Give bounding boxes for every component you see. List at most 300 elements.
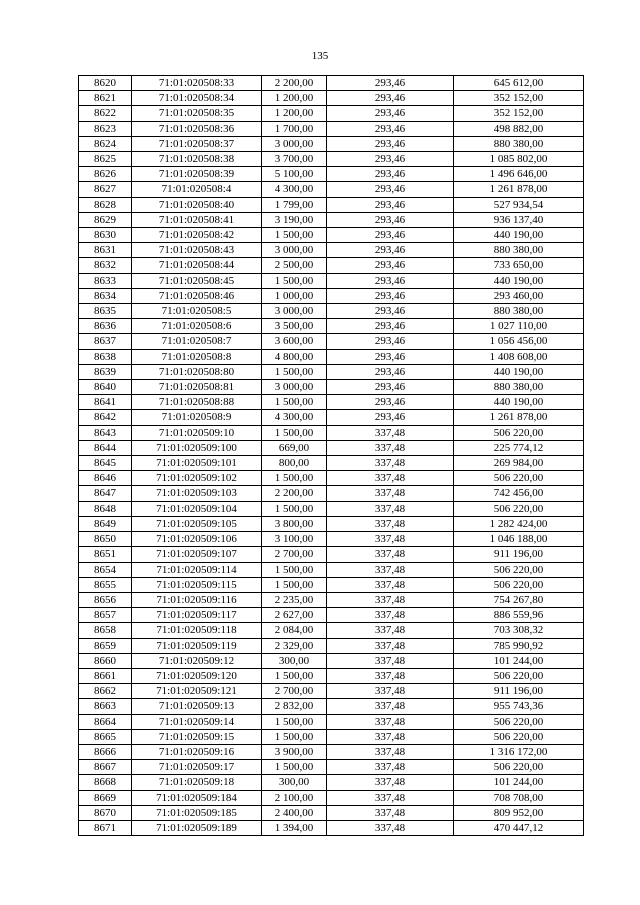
- table-row: [79, 562, 584, 577]
- cadastral-number-cell: 71:01:020508:39: [132, 167, 262, 182]
- table-row: [79, 638, 584, 653]
- total-value-cell: 506 220,00: [454, 471, 584, 486]
- cadastral-number-cell: 71:01:020509:102: [132, 471, 262, 486]
- cadastral-number-cell: 71:01:020509:185: [132, 805, 262, 820]
- cadastral-number-cell: 71:01:020508:4: [132, 182, 262, 197]
- area-cell: 3 190,00: [262, 212, 327, 227]
- cadastral-number-cell: 71:01:020509:104: [132, 501, 262, 516]
- total-value-cell: 733 650,00: [454, 258, 584, 273]
- area-cell: 4 300,00: [262, 410, 327, 425]
- cadastral-number-cell: 71:01:020509:14: [132, 714, 262, 729]
- unit-price-cell: 337,48: [327, 562, 454, 577]
- table-row: [79, 273, 584, 288]
- total-value-cell: 352 152,00: [454, 106, 584, 121]
- row-number-cell: 8665: [79, 729, 132, 744]
- unit-price-cell: 293,46: [327, 182, 454, 197]
- unit-price-cell: 293,46: [327, 243, 454, 258]
- total-value-cell: 506 220,00: [454, 714, 584, 729]
- table-row: [79, 258, 584, 273]
- table-row: [79, 516, 584, 531]
- row-number-cell: 8626: [79, 167, 132, 182]
- total-value-cell: 880 380,00: [454, 304, 584, 319]
- total-value-cell: 440 190,00: [454, 395, 584, 410]
- area-cell: 1 500,00: [262, 562, 327, 577]
- row-number-cell: 8671: [79, 820, 132, 835]
- area-cell: 3 100,00: [262, 532, 327, 547]
- unit-price-cell: 337,48: [327, 592, 454, 607]
- row-number-cell: 8630: [79, 228, 132, 243]
- unit-price-cell: 293,46: [327, 212, 454, 227]
- row-number-cell: 8628: [79, 197, 132, 212]
- cadastral-number-cell: 71:01:020508:38: [132, 152, 262, 167]
- total-value-cell: 506 220,00: [454, 425, 584, 440]
- total-value-cell: 1 261 878,00: [454, 410, 584, 425]
- cadastral-number-cell: 71:01:020508:41: [132, 212, 262, 227]
- total-value-cell: 1 408 608,00: [454, 349, 584, 364]
- total-value-cell: 955 743,36: [454, 699, 584, 714]
- table-row: [79, 425, 584, 440]
- total-value-cell: 880 380,00: [454, 380, 584, 395]
- total-value-cell: 506 220,00: [454, 562, 584, 577]
- row-number-cell: 8647: [79, 486, 132, 501]
- row-number-cell: 8666: [79, 744, 132, 759]
- unit-price-cell: 337,48: [327, 729, 454, 744]
- row-number-cell: 8624: [79, 136, 132, 151]
- row-number-cell: 8661: [79, 668, 132, 683]
- area-cell: 2 200,00: [262, 486, 327, 501]
- unit-price-cell: 337,48: [327, 714, 454, 729]
- row-number-cell: 8654: [79, 562, 132, 577]
- total-value-cell: 101 244,00: [454, 653, 584, 668]
- area-cell: 3 600,00: [262, 334, 327, 349]
- cadastral-number-cell: 71:01:020508:35: [132, 106, 262, 121]
- cadastral-number-cell: 71:01:020509:10: [132, 425, 262, 440]
- unit-price-cell: 337,48: [327, 440, 454, 455]
- row-number-cell: 8643: [79, 425, 132, 440]
- unit-price-cell: 337,48: [327, 668, 454, 683]
- cadastral-number-cell: 71:01:020509:13: [132, 699, 262, 714]
- table-row: [79, 760, 584, 775]
- table-row: [79, 608, 584, 623]
- row-number-cell: 8629: [79, 212, 132, 227]
- cadastral-number-cell: 71:01:020508:42: [132, 228, 262, 243]
- table-row: [79, 577, 584, 592]
- area-cell: 5 100,00: [262, 167, 327, 182]
- row-number-cell: 8669: [79, 790, 132, 805]
- unit-price-cell: 337,48: [327, 471, 454, 486]
- unit-price-cell: 337,48: [327, 805, 454, 820]
- total-value-cell: 1 496 646,00: [454, 167, 584, 182]
- unit-price-cell: 293,46: [327, 380, 454, 395]
- table-row: [79, 805, 584, 820]
- cadastral-number-cell: 71:01:020509:100: [132, 440, 262, 455]
- table-row: [79, 395, 584, 410]
- area-cell: 1 500,00: [262, 228, 327, 243]
- table-row: [79, 334, 584, 349]
- unit-price-cell: 337,48: [327, 516, 454, 531]
- area-cell: 300,00: [262, 653, 327, 668]
- area-cell: 1 500,00: [262, 714, 327, 729]
- unit-price-cell: 293,46: [327, 319, 454, 334]
- table-row: [79, 349, 584, 364]
- cadastral-number-cell: 71:01:020508:81: [132, 380, 262, 395]
- unit-price-cell: 293,46: [327, 395, 454, 410]
- row-number-cell: 8650: [79, 532, 132, 547]
- cadastral-number-cell: 71:01:020509:103: [132, 486, 262, 501]
- area-cell: 2 100,00: [262, 790, 327, 805]
- unit-price-cell: 337,48: [327, 638, 454, 653]
- row-number-cell: 8663: [79, 699, 132, 714]
- row-number-cell: 8623: [79, 121, 132, 136]
- table-row: [79, 456, 584, 471]
- area-cell: 1 700,00: [262, 121, 327, 136]
- table-row: [79, 486, 584, 501]
- area-cell: 1 500,00: [262, 471, 327, 486]
- total-value-cell: 352 152,00: [454, 91, 584, 106]
- area-cell: 2 235,00: [262, 592, 327, 607]
- cadastral-number-cell: 71:01:020508:37: [132, 136, 262, 151]
- cadastral-number-cell: 71:01:020509:105: [132, 516, 262, 531]
- area-cell: 1 500,00: [262, 364, 327, 379]
- table-row: [79, 380, 584, 395]
- row-number-cell: 8668: [79, 775, 132, 790]
- unit-price-cell: 293,46: [327, 228, 454, 243]
- total-value-cell: 506 220,00: [454, 760, 584, 775]
- area-cell: 2 500,00: [262, 258, 327, 273]
- table-row: [79, 501, 584, 516]
- unit-price-cell: 337,48: [327, 699, 454, 714]
- cadastral-number-cell: 71:01:020508:5: [132, 304, 262, 319]
- area-cell: 1 000,00: [262, 288, 327, 303]
- area-cell: 3 900,00: [262, 744, 327, 759]
- unit-price-cell: 293,46: [327, 136, 454, 151]
- area-cell: 4 800,00: [262, 349, 327, 364]
- area-cell: 1 500,00: [262, 395, 327, 410]
- unit-price-cell: 337,48: [327, 456, 454, 471]
- area-cell: 669,00: [262, 440, 327, 455]
- table-row: [79, 364, 584, 379]
- total-value-cell: 506 220,00: [454, 729, 584, 744]
- unit-price-cell: 293,46: [327, 364, 454, 379]
- table-row: [79, 684, 584, 699]
- row-number-cell: 8659: [79, 638, 132, 653]
- row-number-cell: 8634: [79, 288, 132, 303]
- table-row: [79, 319, 584, 334]
- cadastral-number-cell: 71:01:020509:115: [132, 577, 262, 592]
- unit-price-cell: 293,46: [327, 273, 454, 288]
- cadastral-number-cell: 71:01:020508:46: [132, 288, 262, 303]
- unit-price-cell: 293,46: [327, 106, 454, 121]
- total-value-cell: 101 244,00: [454, 775, 584, 790]
- unit-price-cell: 337,48: [327, 486, 454, 501]
- total-value-cell: 498 882,00: [454, 121, 584, 136]
- unit-price-cell: 337,48: [327, 547, 454, 562]
- row-number-cell: 8620: [79, 76, 132, 91]
- total-value-cell: 293 460,00: [454, 288, 584, 303]
- total-value-cell: 470 447,12: [454, 820, 584, 835]
- table-row: [79, 668, 584, 683]
- total-value-cell: 809 952,00: [454, 805, 584, 820]
- row-number-cell: 8648: [79, 501, 132, 516]
- table-row: [79, 121, 584, 136]
- unit-price-cell: 293,46: [327, 410, 454, 425]
- row-number-cell: 8638: [79, 349, 132, 364]
- total-value-cell: 527 934,54: [454, 197, 584, 212]
- total-value-cell: 440 190,00: [454, 364, 584, 379]
- unit-price-cell: 337,48: [327, 608, 454, 623]
- table-row: [79, 243, 584, 258]
- total-value-cell: 440 190,00: [454, 273, 584, 288]
- area-cell: 2 700,00: [262, 547, 327, 562]
- total-value-cell: 936 137,40: [454, 212, 584, 227]
- area-cell: 1 500,00: [262, 501, 327, 516]
- total-value-cell: 440 190,00: [454, 228, 584, 243]
- row-number-cell: 8622: [79, 106, 132, 121]
- area-cell: 3 500,00: [262, 319, 327, 334]
- cadastral-number-cell: 71:01:020509:17: [132, 760, 262, 775]
- row-number-cell: 8667: [79, 760, 132, 775]
- total-value-cell: 269 984,00: [454, 456, 584, 471]
- table-row: [79, 729, 584, 744]
- unit-price-cell: 293,46: [327, 258, 454, 273]
- unit-price-cell: 293,46: [327, 334, 454, 349]
- table-row: [79, 623, 584, 638]
- unit-price-cell: 337,48: [327, 744, 454, 759]
- area-cell: 1 500,00: [262, 273, 327, 288]
- row-number-cell: 8658: [79, 623, 132, 638]
- total-value-cell: 911 196,00: [454, 684, 584, 699]
- total-value-cell: 708 708,00: [454, 790, 584, 805]
- unit-price-cell: 293,46: [327, 91, 454, 106]
- row-number-cell: 8651: [79, 547, 132, 562]
- table-row: [79, 167, 584, 182]
- unit-price-cell: 337,48: [327, 790, 454, 805]
- unit-price-cell: 337,48: [327, 577, 454, 592]
- table-row: [79, 410, 584, 425]
- table-row: [79, 775, 584, 790]
- unit-price-cell: 293,46: [327, 197, 454, 212]
- cadastral-number-cell: 71:01:020509:118: [132, 623, 262, 638]
- row-number-cell: 8633: [79, 273, 132, 288]
- total-value-cell: 645 612,00: [454, 76, 584, 91]
- area-cell: 2 832,00: [262, 699, 327, 714]
- parcel-table-body: [79, 76, 584, 836]
- cadastral-number-cell: 71:01:020509:119: [132, 638, 262, 653]
- total-value-cell: 785 990,92: [454, 638, 584, 653]
- total-value-cell: 1 261 878,00: [454, 182, 584, 197]
- row-number-cell: 8631: [79, 243, 132, 258]
- row-number-cell: 8641: [79, 395, 132, 410]
- row-number-cell: 8662: [79, 684, 132, 699]
- cadastral-number-cell: 71:01:020508:6: [132, 319, 262, 334]
- row-number-cell: 8644: [79, 440, 132, 455]
- row-number-cell: 8639: [79, 364, 132, 379]
- cadastral-number-cell: 71:01:020508:7: [132, 334, 262, 349]
- table-row: [79, 76, 584, 91]
- table-row: [79, 790, 584, 805]
- row-number-cell: 8670: [79, 805, 132, 820]
- cadastral-number-cell: 71:01:020508:44: [132, 258, 262, 273]
- table-row: [79, 106, 584, 121]
- area-cell: 3 700,00: [262, 152, 327, 167]
- unit-price-cell: 337,48: [327, 760, 454, 775]
- total-value-cell: 880 380,00: [454, 136, 584, 151]
- cadastral-number-cell: 71:01:020509:16: [132, 744, 262, 759]
- cadastral-number-cell: 71:01:020508:40: [132, 197, 262, 212]
- unit-price-cell: 293,46: [327, 349, 454, 364]
- total-value-cell: 506 220,00: [454, 501, 584, 516]
- row-number-cell: 8635: [79, 304, 132, 319]
- total-value-cell: 886 559,96: [454, 608, 584, 623]
- row-number-cell: 8632: [79, 258, 132, 273]
- table-row: [79, 91, 584, 106]
- row-number-cell: 8664: [79, 714, 132, 729]
- cadastral-number-cell: 71:01:020509:107: [132, 547, 262, 562]
- table-row: [79, 228, 584, 243]
- area-cell: 1 500,00: [262, 425, 327, 440]
- total-value-cell: 703 308,32: [454, 623, 584, 638]
- table-row: [79, 714, 584, 729]
- unit-price-cell: 337,48: [327, 425, 454, 440]
- table-row: [79, 471, 584, 486]
- table-row: [79, 653, 584, 668]
- total-value-cell: 742 456,00: [454, 486, 584, 501]
- table-row: [79, 182, 584, 197]
- area-cell: 1 394,00: [262, 820, 327, 835]
- table-row: [79, 197, 584, 212]
- row-number-cell: 8640: [79, 380, 132, 395]
- unit-price-cell: 337,48: [327, 775, 454, 790]
- unit-price-cell: 337,48: [327, 623, 454, 638]
- table-row: [79, 547, 584, 562]
- row-number-cell: 8621: [79, 91, 132, 106]
- page-number: 135: [311, 50, 329, 62]
- cadastral-number-cell: 71:01:020509:15: [132, 729, 262, 744]
- area-cell: 3 000,00: [262, 243, 327, 258]
- table-row: [79, 820, 584, 835]
- cadastral-number-cell: 71:01:020508:34: [132, 91, 262, 106]
- row-number-cell: 8627: [79, 182, 132, 197]
- cadastral-number-cell: 71:01:020509:18: [132, 775, 262, 790]
- unit-price-cell: 293,46: [327, 152, 454, 167]
- unit-price-cell: 337,48: [327, 684, 454, 699]
- unit-price-cell: 293,46: [327, 167, 454, 182]
- total-value-cell: 880 380,00: [454, 243, 584, 258]
- cadastral-number-cell: 71:01:020509:184: [132, 790, 262, 805]
- cadastral-number-cell: 71:01:020509:114: [132, 562, 262, 577]
- table-row: [79, 212, 584, 227]
- total-value-cell: 1 046 188,00: [454, 532, 584, 547]
- unit-price-cell: 293,46: [327, 288, 454, 303]
- total-value-cell: 1 056 456,00: [454, 334, 584, 349]
- row-number-cell: 8636: [79, 319, 132, 334]
- table-row: [79, 440, 584, 455]
- row-number-cell: 8649: [79, 516, 132, 531]
- row-number-cell: 8645: [79, 456, 132, 471]
- table-row: [79, 699, 584, 714]
- cadastral-number-cell: 71:01:020509:116: [132, 592, 262, 607]
- unit-price-cell: 293,46: [327, 304, 454, 319]
- row-number-cell: 8657: [79, 608, 132, 623]
- row-number-cell: 8637: [79, 334, 132, 349]
- area-cell: 2 400,00: [262, 805, 327, 820]
- table-row: [79, 152, 584, 167]
- cadastral-number-cell: 71:01:020508:88: [132, 395, 262, 410]
- area-cell: 4 300,00: [262, 182, 327, 197]
- row-number-cell: 8656: [79, 592, 132, 607]
- cadastral-number-cell: 71:01:020508:33: [132, 76, 262, 91]
- cadastral-number-cell: 71:01:020509:117: [132, 608, 262, 623]
- row-number-cell: 8655: [79, 577, 132, 592]
- unit-price-cell: 337,48: [327, 532, 454, 547]
- cadastral-number-cell: 71:01:020509:189: [132, 820, 262, 835]
- unit-price-cell: 337,48: [327, 501, 454, 516]
- area-cell: 2 627,00: [262, 608, 327, 623]
- unit-price-cell: 337,48: [327, 653, 454, 668]
- table-row: [79, 288, 584, 303]
- total-value-cell: 1 282 424,00: [454, 516, 584, 531]
- area-cell: 1 200,00: [262, 91, 327, 106]
- cadastral-number-cell: 71:01:020508:43: [132, 243, 262, 258]
- area-cell: 3 000,00: [262, 304, 327, 319]
- cadastral-number-cell: 71:01:020509:120: [132, 668, 262, 683]
- total-value-cell: 754 267,80: [454, 592, 584, 607]
- total-value-cell: 506 220,00: [454, 577, 584, 592]
- area-cell: 2 084,00: [262, 623, 327, 638]
- table-row: [79, 304, 584, 319]
- cadastral-number-cell: 71:01:020509:101: [132, 456, 262, 471]
- cadastral-number-cell: 71:01:020509:12: [132, 653, 262, 668]
- area-cell: 1 500,00: [262, 577, 327, 592]
- table-row: [79, 136, 584, 151]
- cadastral-number-cell: 71:01:020508:9: [132, 410, 262, 425]
- row-number-cell: 8642: [79, 410, 132, 425]
- table-row: [79, 744, 584, 759]
- row-number-cell: 8646: [79, 471, 132, 486]
- area-cell: 3 800,00: [262, 516, 327, 531]
- unit-price-cell: 337,48: [327, 820, 454, 835]
- area-cell: 3 000,00: [262, 380, 327, 395]
- area-cell: 1 500,00: [262, 729, 327, 744]
- area-cell: 2 329,00: [262, 638, 327, 653]
- table-row: [79, 592, 584, 607]
- area-cell: 1 799,00: [262, 197, 327, 212]
- cadastral-number-cell: 71:01:020508:45: [132, 273, 262, 288]
- total-value-cell: 1 085 802,00: [454, 152, 584, 167]
- unit-price-cell: 293,46: [327, 121, 454, 136]
- cadastral-number-cell: 71:01:020508:80: [132, 364, 262, 379]
- row-number-cell: 8660: [79, 653, 132, 668]
- parcel-table: [78, 75, 584, 836]
- cadastral-number-cell: 71:01:020509:106: [132, 532, 262, 547]
- cadastral-number-cell: 71:01:020508:36: [132, 121, 262, 136]
- table-row: [79, 532, 584, 547]
- total-value-cell: 225 774,12: [454, 440, 584, 455]
- area-cell: 800,00: [262, 456, 327, 471]
- area-cell: 1 500,00: [262, 760, 327, 775]
- area-cell: 3 000,00: [262, 136, 327, 151]
- cadastral-number-cell: 71:01:020508:8: [132, 349, 262, 364]
- area-cell: 2 200,00: [262, 76, 327, 91]
- total-value-cell: 1 316 172,00: [454, 744, 584, 759]
- total-value-cell: 1 027 110,00: [454, 319, 584, 334]
- cadastral-number-cell: 71:01:020509:121: [132, 684, 262, 699]
- row-number-cell: 8625: [79, 152, 132, 167]
- unit-price-cell: 293,46: [327, 76, 454, 91]
- area-cell: 1 500,00: [262, 668, 327, 683]
- area-cell: 300,00: [262, 775, 327, 790]
- area-cell: 2 700,00: [262, 684, 327, 699]
